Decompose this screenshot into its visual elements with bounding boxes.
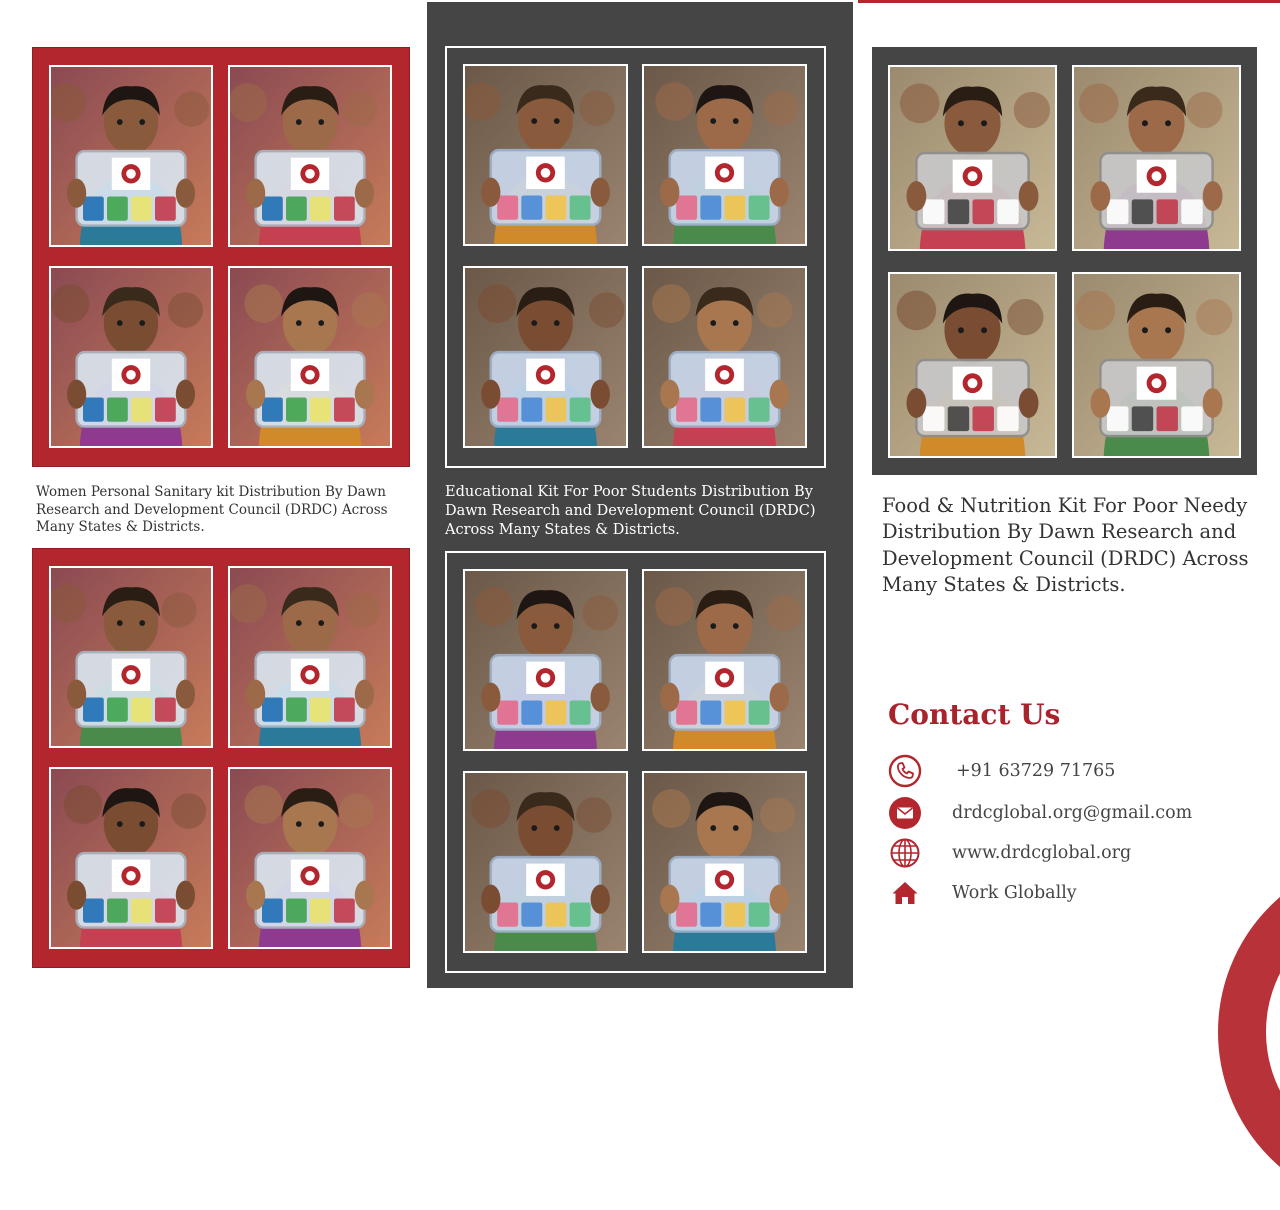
educational-kit-photo-4 <box>642 266 807 448</box>
home-icon <box>888 876 922 910</box>
child-holding-sanitary-box-icon <box>51 568 211 746</box>
child-holding-stationery-pouch-icon <box>644 773 805 951</box>
child-holding-stationery-pouch-icon <box>465 571 626 749</box>
sanitary-kit-photo-1 <box>49 65 213 247</box>
educational-photo-frame-top <box>445 46 826 468</box>
contact-us-heading: Contact Us <box>888 698 1061 731</box>
sanitary-kit-photo-3 <box>49 266 213 448</box>
sanitary-kit-photo-6 <box>228 566 392 748</box>
food-kit-photo-3 <box>888 272 1057 458</box>
educational-kit-photo-1 <box>463 64 628 246</box>
educational-kit-caption: Educational Kit For Poor Students Distribution By Dawn Research and Development Council (DRDC) Across Many States & Districts. <box>445 484 816 538</box>
child-holding-food-container-icon <box>1074 67 1239 249</box>
food-kit-photo-1 <box>888 65 1057 251</box>
decorative-arc <box>1218 854 1280 1210</box>
food-kit-caption: Food & Nutrition Kit For Poor Needy Distribution By Dawn Research and Development Council (DRDC) Across Many States & Districts. <box>882 494 1249 596</box>
food-kit-photo-2 <box>1072 65 1241 251</box>
sanitary-kit-photo-2 <box>228 65 392 247</box>
contact-website: www.drdcglobal.org <box>952 843 1132 863</box>
child-holding-stationery-pouch-icon <box>465 268 626 446</box>
phone-icon <box>888 754 922 788</box>
sanitary-kit-caption: Women Personal Sanitary kit Distribution By Dawn Research and Development Council (DRDC) Across Many States & Districts. <box>36 484 388 536</box>
food-kit-photo-panel <box>872 47 1257 475</box>
educational-kit-photo-3 <box>463 266 628 448</box>
educational-kit-photo-2 <box>642 64 807 246</box>
contact-phone: +91 63729 71765 <box>956 761 1116 781</box>
email-icon <box>888 796 922 830</box>
child-holding-sanitary-box-icon <box>230 769 390 947</box>
globe-icon <box>888 836 922 870</box>
educational-photo-frame-bottom <box>445 551 826 973</box>
child-holding-sanitary-box-icon <box>51 268 211 446</box>
sanitary-kit-photo-8 <box>228 767 392 949</box>
contact-email: drdcglobal.org@gmail.com <box>952 803 1193 823</box>
educational-kit-photo-6 <box>642 569 807 751</box>
sanitary-photo-panel-top <box>32 47 410 467</box>
sanitary-kit-photo-5 <box>49 566 213 748</box>
educational-kit-photo-7 <box>463 771 628 953</box>
child-holding-stationery-pouch-icon <box>644 571 805 749</box>
child-holding-stationery-pouch-icon <box>465 773 626 951</box>
contact-tagline-row <box>888 876 1077 910</box>
child-holding-sanitary-box-icon <box>230 67 390 245</box>
educational-kit-photo-8 <box>642 771 807 953</box>
child-holding-sanitary-box-icon <box>230 568 390 746</box>
contact-website-row[interactable] <box>888 836 1131 870</box>
child-holding-stationery-pouch-icon <box>465 66 626 244</box>
sanitary-kit-photo-4 <box>228 266 392 448</box>
child-holding-stationery-pouch-icon <box>644 268 805 446</box>
top-accent-line <box>858 0 1280 3</box>
contact-email-row[interactable] <box>888 796 1192 830</box>
sanitary-photo-panel-bottom <box>32 548 410 968</box>
contact-tagline: Work Globally <box>952 883 1077 903</box>
child-holding-food-container-icon <box>890 274 1055 456</box>
child-holding-food-container-icon <box>1074 274 1239 456</box>
child-holding-sanitary-box-icon <box>230 268 390 446</box>
food-kit-photo-4 <box>1072 272 1241 458</box>
sanitary-kit-photo-7 <box>49 767 213 949</box>
child-holding-sanitary-box-icon <box>51 67 211 245</box>
child-holding-stationery-pouch-icon <box>644 66 805 244</box>
contact-phone-row[interactable] <box>888 754 1115 788</box>
child-holding-sanitary-box-icon <box>51 769 211 947</box>
child-holding-food-container-icon <box>890 67 1055 249</box>
educational-kit-photo-5 <box>463 569 628 751</box>
